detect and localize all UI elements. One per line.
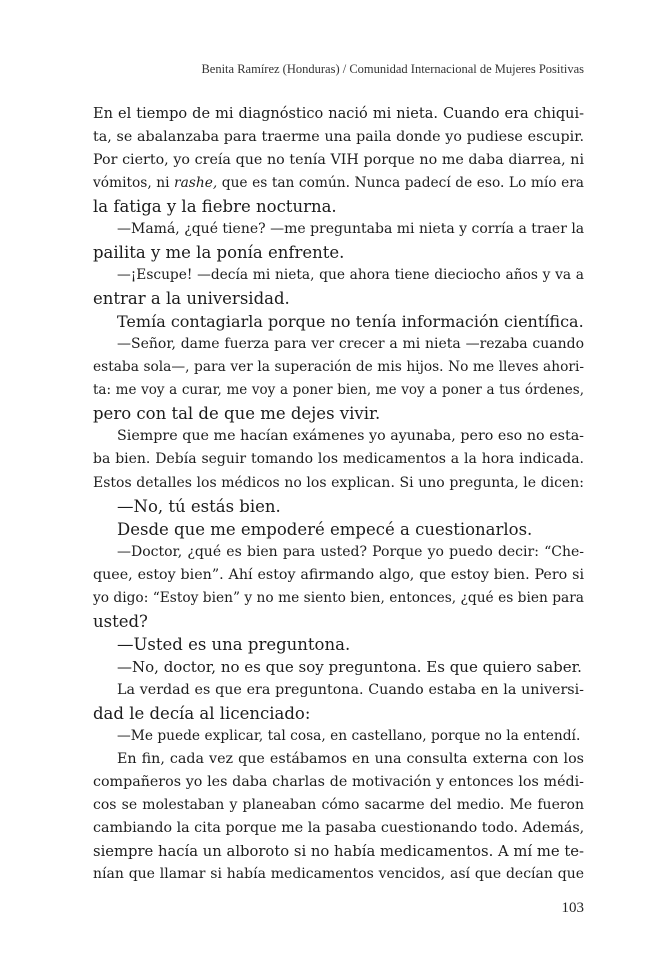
text-line: la fatiga y la fiebre nocturna. xyxy=(93,197,337,217)
text-line: Por cierto, yo creía que no tenía VIH porque no me daba diarrea, ni xyxy=(93,152,584,169)
text-line: ta, se abalanzaba para traerme una paila donde yo pudiese escupir. xyxy=(93,129,584,146)
text-line: La verdad es que era preguntona. Cuando estaba en la universi- xyxy=(117,681,584,698)
text-fragment: vómitos, ni xyxy=(93,175,175,192)
text-line: siempre hacía un alboroto si no había medicamentos. A mí me te- xyxy=(93,843,584,860)
text-fragment: que es tan común. Nunca padecí de eso. Lo mío era xyxy=(217,175,584,192)
text-line: ba bien. Debía seguir tomando los medicamentos a la hora indicada. xyxy=(93,451,584,468)
text-line: En el tiempo de mi diagnóstico nació mi nieta. Cuando era chiqui- xyxy=(93,106,584,122)
text-line: —Señor, dame fuerza para ver crecer a mi nieta —rezaba cuando xyxy=(117,336,584,353)
text-line: usted? xyxy=(93,611,148,631)
text-line xyxy=(93,172,584,195)
text-line: En fin, cada vez que estábamos en una consulta externa con los xyxy=(117,750,584,767)
text-line: pero con tal de que me dejes vivir. xyxy=(93,404,381,424)
text-line: —No, tú estás bien. xyxy=(117,496,281,516)
text-line: compañeros yo les daba charlas de motivación y entonces los médi- xyxy=(93,773,584,790)
text-line: pailita y me la ponía enfrente. xyxy=(93,243,345,263)
text-line: —No, doctor, no es que soy preguntona. Es que quiero saber. xyxy=(117,657,582,676)
text-line: nían que llamar si había medicamentos vencidos, así que decían que xyxy=(93,866,584,883)
body-text xyxy=(93,103,584,886)
text-line: Temía contagiarla porque no tenía información científica. xyxy=(117,312,584,332)
text-line: Siempre que me hacían exámenes yo ayunaba, pero eso no esta- xyxy=(117,428,584,445)
running-header: Benita Ramírez (Honduras) / Comunidad Internacional de Mujeres Positivas xyxy=(201,62,584,76)
text-line: cos se molestaban y planeaban cómo sacarme del medio. Me fueron xyxy=(93,796,584,813)
text-line: Desde que me empoderé empecé a cuestionarlos. xyxy=(117,519,533,539)
text-line: entrar a la universidad. xyxy=(93,289,290,309)
text-line: ta: me voy a curar, me voy a poner bien, me voy a poner a tus órdenes, xyxy=(93,382,584,399)
text-line: estaba sola—, para ver la superación de mis hijos. No me lleves ahori- xyxy=(93,359,584,376)
italic-term: rashe, xyxy=(174,175,218,192)
text-line: —Mamá, ¿qué tiene? —me preguntaba mi nieta y corría a traer la xyxy=(117,221,585,238)
text-line: Estos detalles los médicos no los explican. Si uno pregunta, le dicen: xyxy=(93,474,584,491)
text-line: —¡Escupe! —decía mi nieta, que ahora tiene dieciocho años y va a xyxy=(117,267,584,284)
text-line: —Usted es una preguntona. xyxy=(117,634,351,654)
text-line: yo digo: “Estoy bien” y no me siento bien, entonces, ¿qué es bien para xyxy=(93,589,584,606)
text-line: quee, estoy bien”. Ahí estoy afirmando algo, que estoy bien. Pero si xyxy=(93,566,584,583)
text-line: —Doctor, ¿qué es bien para usted? Porque yo puedo decir: “Che- xyxy=(117,543,584,560)
text-line: cambiando la cita porque me la pasaba cuestionando todo. Además, xyxy=(93,819,585,836)
page-number: 103 xyxy=(561,900,584,916)
text-line: dad le decía al licenciado: xyxy=(93,703,311,723)
text-line: —Me puede explicar, tal cosa, en castellano, porque no la entendí. xyxy=(117,727,581,744)
